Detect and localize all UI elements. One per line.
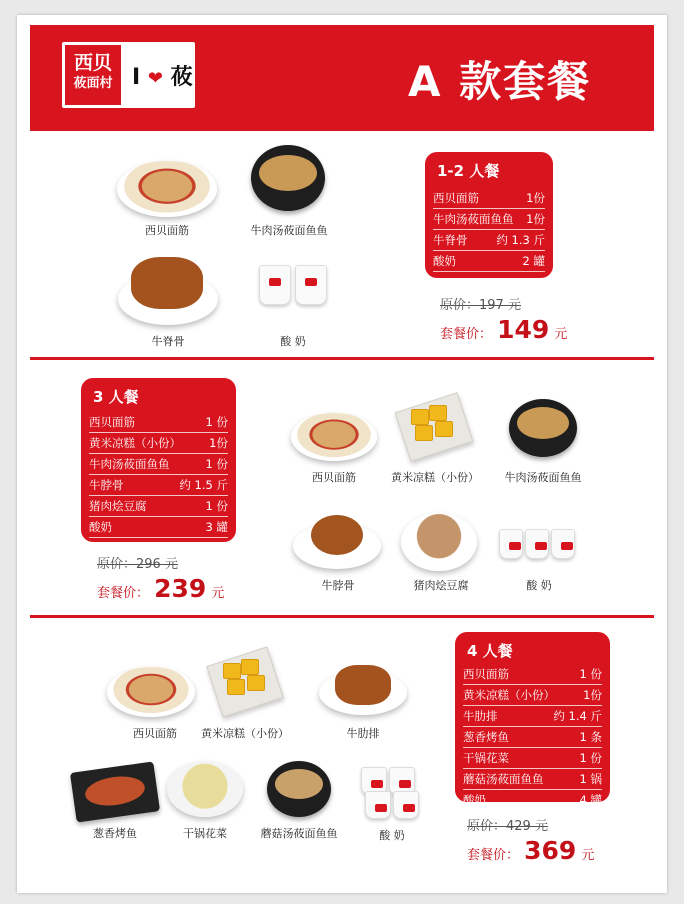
photo-caption: 黄米凉糕（小份） [391,471,479,484]
logo-line1: 西贝 [73,52,112,74]
section-divider [30,357,654,360]
combo-item: 牛脊骨 约 1.3 斤 [433,230,545,251]
combo-price: 239 [154,574,207,603]
heart-icon: ❤ [147,68,163,89]
price-unit: 元 [211,586,225,601]
price-unit: 元 [581,848,595,863]
combo-item: 牛脖骨 约 1.5 斤 [89,475,228,496]
combo-item: 酸奶 3 罐 [89,517,228,538]
price-unit: 元 [554,327,568,342]
combo-item: 西贝面筋 1 份 [89,412,228,433]
combo-title: 3 人餐 [93,388,139,406]
original-price: 原价：197 元 [440,298,521,313]
combo-item: 猪肉烩豆腐 1 份 [89,496,228,517]
combo-item: 葱香烤鱼 1 条 [463,727,602,748]
photo-caption: 牛肋排 [346,727,380,740]
combo-box-1-2 [425,152,553,278]
photo-mushroom-soup-youmian [249,759,349,843]
photo-yogurt [253,265,333,349]
photo-yogurt [357,767,427,843]
combo-price: 369 [524,836,577,865]
logo-mark [65,45,121,105]
price-label: 套餐价： [97,586,150,601]
photo-roast-fish [67,763,163,843]
logo-line2: 莜面村 [73,76,113,91]
photo-mianjin [291,401,377,487]
photo-mianjin [107,655,203,743]
photo-beef-soup-youmian [239,145,339,237]
original-price: 原价：429 元 [467,819,548,834]
photo-beef-neck [293,509,383,595]
photo-caption: 蘑菇汤莜面鱼鱼 [260,827,338,840]
photo-caption: 猪肉烩豆腐 [413,579,469,592]
photo-caption: 牛肉汤莜面鱼鱼 [504,471,582,484]
photo-caption: 牛肉汤莜面鱼鱼 [250,224,328,237]
combo-item: 酸奶 2 罐 [433,251,545,272]
combo-price: 149 [497,315,550,344]
photo-beef-rib [315,655,411,743]
price-block-3 [97,553,224,603]
photo-caption: 西贝面筋 [312,471,356,484]
photo-mianjin [117,147,217,237]
photo-caption: 牛脖骨 [321,579,355,592]
photo-beef-soup-youmian [493,399,593,487]
header-banner [30,25,654,131]
photo-caption: 酸 奶 [280,335,306,348]
photo-caption: 葱香烤鱼 [93,827,137,840]
combo-box-4 [455,632,610,807]
combo-item: 西贝面筋 1份 [433,188,545,209]
photo-caption: 西贝面筋 [133,727,177,740]
combo-item: 西贝面筋 1 份 [463,664,602,685]
menu-page [17,15,667,893]
logo-slogan [132,60,193,91]
combo-item: 牛肉汤莜面鱼鱼 1 份 [89,454,228,475]
photo-caption: 牛脊骨 [151,335,185,348]
photo-millet-cake [385,395,485,487]
photo-caption: 酸 奶 [379,829,405,842]
combo-title: 4 人餐 [467,642,513,660]
photo-beef-spine [113,247,223,347]
slogan-prefix: I [132,65,141,90]
combo-title: 1-2 人餐 [437,162,500,180]
photo-caption: 黄米凉糕（小份） [201,727,289,740]
price-block-4 [467,815,594,865]
price-label: 套餐价： [467,848,520,863]
photo-caption: 干锅花菜 [183,827,227,840]
price-block-1-2 [440,294,567,344]
combo-item: 蘑菇汤莜面鱼鱼 1 锅 [463,769,602,790]
photo-caption: 酸 奶 [526,579,552,592]
photo-yogurt [499,529,579,595]
original-price: 原价：296 元 [97,557,178,572]
combo-item: 牛肋排 约 1.4 斤 [463,706,602,727]
combo-item: 酸奶 4 罐 [463,790,602,811]
combo-item: 牛肉汤莜面鱼鱼 1份 [433,209,545,230]
section-divider [30,615,654,618]
photo-pork-tofu [389,509,493,595]
price-label: 套餐价： [440,327,493,342]
photo-dry-pot-cauliflower [163,759,247,843]
photo-caption: 西贝面筋 [145,224,189,237]
combo-item: 黄米凉糕（小份） 1份 [463,685,602,706]
photo-millet-cake [193,647,297,743]
combo-item: 黄米凉糕（小份） 1份 [89,433,228,454]
combo-box-3 [81,378,236,542]
slogan-suffix: 莜 [170,65,193,90]
combo-item: 干锅花菜 1 份 [463,748,602,769]
brand-logo [62,42,195,108]
page-title: A 款套餐 [408,57,592,106]
